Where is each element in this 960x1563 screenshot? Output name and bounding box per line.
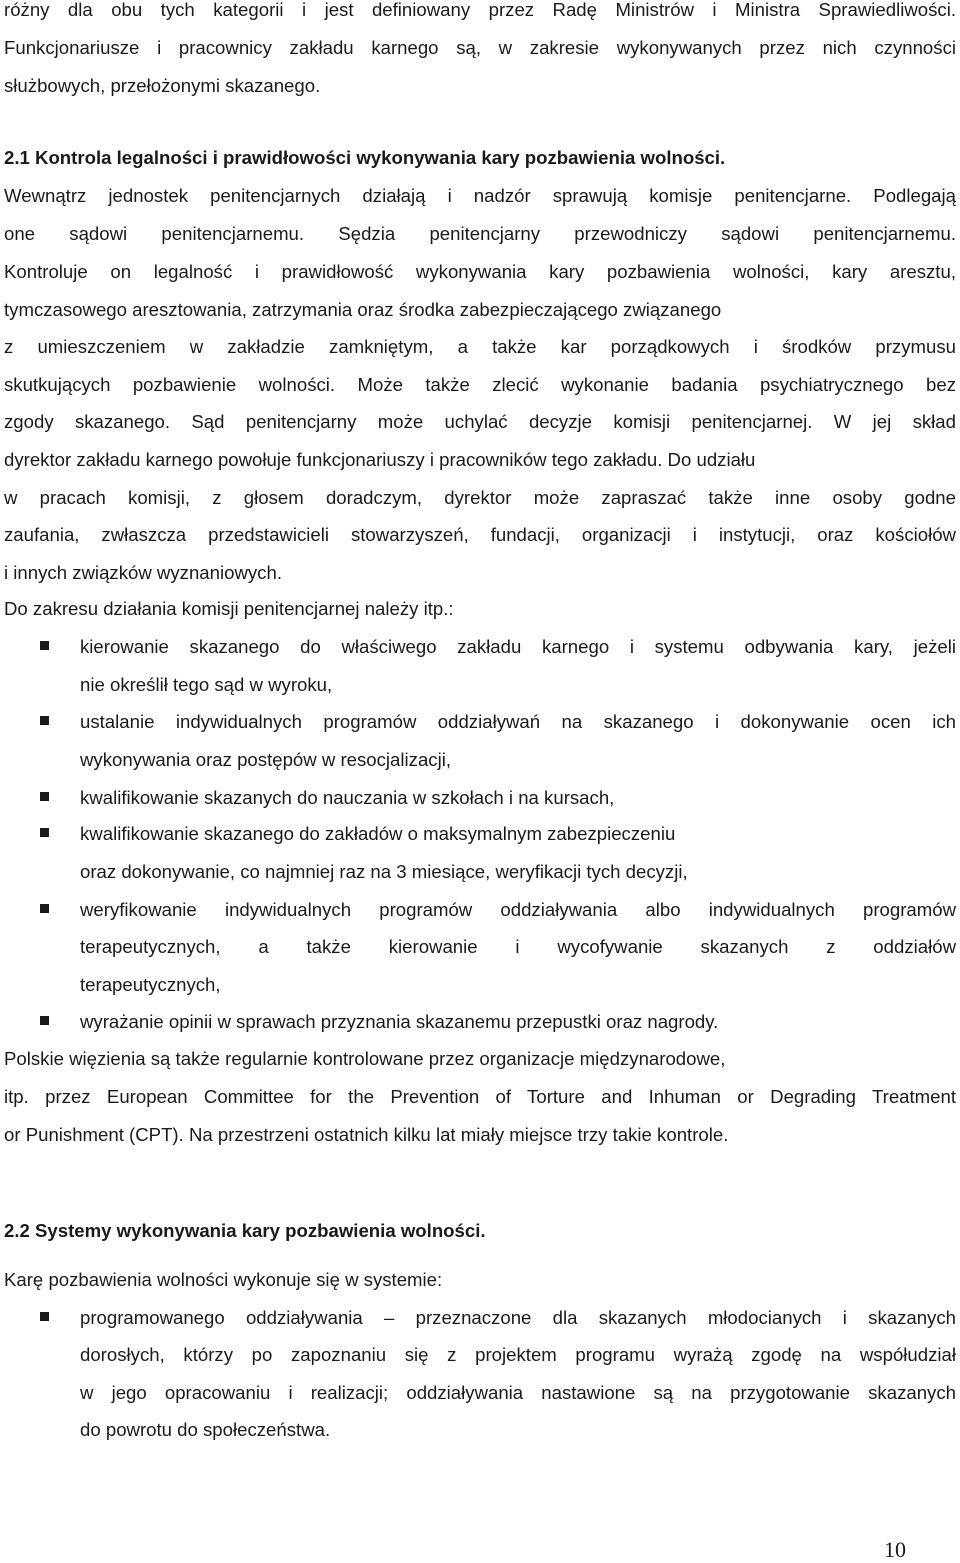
bullet-icon: [40, 792, 49, 801]
list-item: ustalanie indywidualnych programów oddziaływań na skazanego i dokonywanie ocen ich: [80, 711, 956, 732]
list-item: oraz dokonywanie, co najmniej raz na 3 miesiące, weryfikacji tych decyzji,: [80, 861, 688, 882]
bullet-icon: [40, 716, 49, 725]
text-line: dyrektor zakładu karnego powołuje funkcjonariuszy i pracowników tego zakładu. Do udziału: [4, 449, 756, 470]
text-line: or Punishment (CPT). Na przestrzeni ostatnich kilku lat miały miejsce trzy takie kontrole.: [4, 1124, 729, 1145]
text-line: zaufania, zwłaszcza przedstawicieli stowarzyszeń, fundacji, organizacji i instytucji, oraz kościołów: [4, 524, 956, 545]
list-item: terapeutycznych, a także kierowanie i wycofywanie skazanych z oddziałów: [80, 936, 956, 957]
text-line: Polskie więzienia są także regularnie kontrolowane przez organizacje międzynarodowe,: [4, 1048, 726, 1069]
bullet-icon: [40, 828, 49, 837]
list-item: kwalifikowanie skazanego do zakładów o maksymalnym zabezpieczeniu: [80, 823, 676, 844]
text-line: tymczasowego aresztowania, zatrzymania oraz środka zabezpieczającego związanego: [4, 299, 722, 320]
list-item: dorosłych, którzy po zapoznaniu się z projektem programu wyrażą zgodę na współudział: [80, 1344, 956, 1365]
list-item: w jego opracowaniu i realizacji; oddziaływania nastawione są na przygotowanie skazanych: [80, 1382, 956, 1403]
list-item: wyrażanie opinii w sprawach przyznania skazanemu przepustki oraz nagrody.: [80, 1011, 719, 1032]
text-line: Funkcjonariusze i pracownicy zakładu karnego są, w zakresie wykonywanych przez nich czynności: [4, 37, 956, 58]
text-line: z umieszczeniem w zakładzie zamkniętym, a także kar porządkowych i środków przymusu: [4, 336, 956, 357]
text-line: w pracach komisji, z głosem doradczym, dyrektor może zapraszać także inne osoby godne: [4, 487, 956, 508]
section-heading: 2.2 Systemy wykonywania kary pozbawienia wolności.: [4, 1220, 486, 1241]
bullet-icon: [40, 1312, 49, 1321]
text-line: Kontroluje on legalność i prawidłowość wykonywania kary pozbawienia wolności, kary aresztu,: [4, 261, 956, 282]
text-line: skutkujących pozbawienie wolności. Może także zlecić wykonanie badania psychiatrycznego bez: [4, 374, 956, 395]
list-item: do powrotu do społeczeństwa.: [80, 1419, 331, 1440]
text-line: one sądowi penitencjarnemu. Sędzia penitencjarny przewodniczy sądowi penitencjarnemu.: [4, 223, 956, 244]
text-line: służbowych, przełożonymi skazanego.: [4, 75, 321, 96]
text-line: różny dla obu tych kategorii i jest definiowany przez Radę Ministrów i Ministra Sprawiedliwości.: [4, 0, 956, 20]
text-line: Wewnątrz jednostek penitencjarnych działają i nadzór sprawują komisje penitencjarne. Podlegają: [4, 185, 956, 206]
list-item: weryfikowanie indywidualnych programów oddziaływania albo indywidualnych programów: [80, 899, 956, 920]
text-line: itp. przez European Committee for the Prevention of Torture and Inhuman or Degrading Treatment: [4, 1086, 956, 1107]
list-item: wykonywania oraz postępów w resocjalizacji,: [80, 749, 452, 770]
list-item: terapeutycznych,: [80, 974, 221, 995]
list-item: kwalifikowanie skazanych do nauczania w szkołach i na kursach,: [80, 787, 615, 808]
list-intro: Do zakresu działania komisji penitencjarnej należy itp.:: [4, 598, 454, 619]
text-line: Karę pozbawienia wolności wykonuje się w systemie:: [4, 1269, 443, 1290]
bullet-icon: [40, 1016, 49, 1025]
list-item: programowanego oddziaływania – przeznaczone dla skazanych młodocianych i skazanych: [80, 1307, 956, 1328]
text-line: i innych związków wyznaniowych.: [4, 562, 282, 583]
text-line: zgody skazanego. Sąd penitencjarny może uchylać decyzje komisji penitencjarnej. W jej skład: [4, 411, 956, 432]
bullet-icon: [40, 904, 49, 913]
list-item: nie określił tego sąd w wyroku,: [80, 674, 333, 695]
section-heading: 2.1 Kontrola legalności i prawidłowości wykonywania kary pozbawienia wolności.: [4, 147, 726, 168]
list-item: kierowanie skazanego do właściwego zakładu karnego i systemu odbywania kary, jeżeli: [80, 636, 956, 657]
page-number: 10: [884, 1537, 906, 1562]
bullet-icon: [40, 641, 49, 650]
